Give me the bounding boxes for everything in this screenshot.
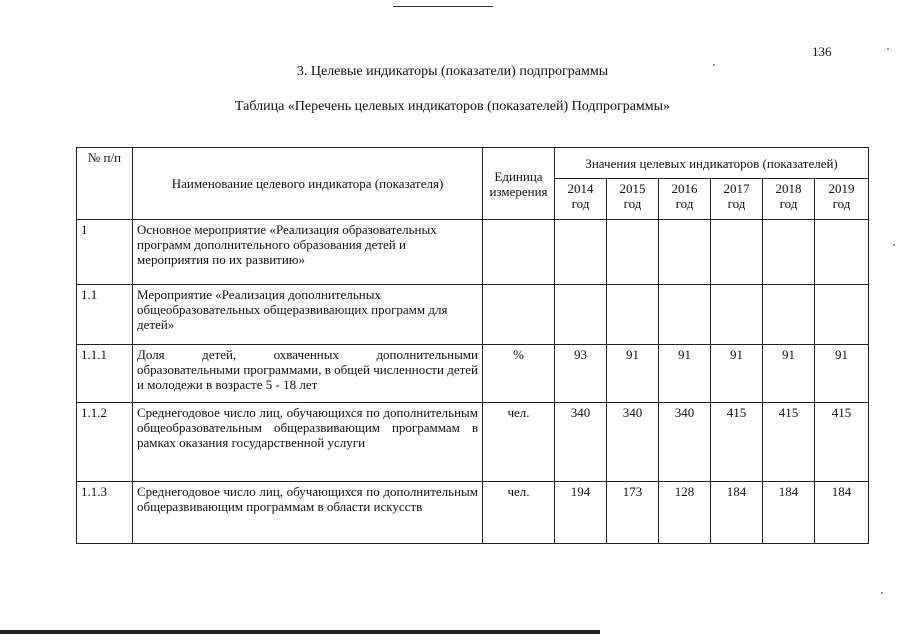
scan-speck [881,592,883,594]
header-indicator-name: Наименование целевого индикатора (показателя) [133,148,483,220]
value-cell [607,285,659,345]
table-row [77,403,869,482]
header-year: 2019 год [815,179,869,220]
row-number: 1.1 [77,285,133,345]
header-values-group: Значения целевых индикаторов (показателей) [555,148,869,179]
value-cell: 91 [815,345,869,403]
value-cell [659,220,711,285]
value-cell: 93 [555,345,607,403]
row-number: 1.1.1 [77,345,133,403]
unit-cell: % [483,345,555,403]
scan-speck [887,48,889,50]
value-cell: 340 [555,403,607,482]
value-cell [607,220,659,285]
value-cell [763,220,815,285]
value-cell [815,285,869,345]
value-cell [711,285,763,345]
table-title: Таблица «Перечень целевых индикаторов (показателей) Подпрограммы» [234,99,671,114]
value-cell [659,285,711,345]
page-number: 136 [812,44,832,59]
indicator-name: Мероприятие «Реализация дополнительных общеобразовательных общеразвивающих программ для детей» [133,285,483,345]
indicators-table [76,147,869,544]
value-cell [555,285,607,345]
value-cell: 91 [659,345,711,403]
scan-speck [893,244,895,246]
table-row [77,220,869,285]
indicator-name: Доля детей, охваченных дополнительными образовательными программами, в общей численности детей и молодежи в возрасте 5 - 18 лет [133,345,483,403]
header-year: 2016 год [659,179,711,220]
value-cell: 415 [815,403,869,482]
header-year: 2018 год [763,179,815,220]
table-row [77,285,869,345]
value-cell: 415 [763,403,815,482]
unit-cell [483,285,555,345]
table-row [77,482,869,544]
row-number: 1 [77,220,133,285]
top-scan-line [393,6,493,7]
value-cell: 194 [555,482,607,544]
value-cell: 91 [763,345,815,403]
value-cell: 415 [711,403,763,482]
row-number: 1.1.3 [77,482,133,544]
header-year: 2014 год [555,179,607,220]
value-cell: 184 [763,482,815,544]
value-cell: 184 [711,482,763,544]
indicator-name: Основное мероприятие «Реализация образовательных программ дополнительного образования детей и мероприятия по их развитию» [133,220,483,285]
value-cell: 340 [659,403,711,482]
indicator-name: Среднегодовое число лиц, обучающихся по дополнительным общеразвивающим программам в области искусств [133,482,483,544]
section-title: 3. Целевые индикаторы (показатели) подпрограммы [296,64,609,79]
value-cell: 91 [607,345,659,403]
header-number: № п/п [77,148,133,220]
unit-cell [483,220,555,285]
value-cell [815,220,869,285]
row-number: 1.1.2 [77,403,133,482]
table-row [77,345,869,403]
value-cell [711,220,763,285]
value-cell: 128 [659,482,711,544]
header-unit: Единица измерения [483,148,555,220]
value-cell: 91 [711,345,763,403]
header-year: 2015 год [607,179,659,220]
value-cell: 173 [607,482,659,544]
unit-cell: чел. [483,403,555,482]
value-cell: 184 [815,482,869,544]
value-cell [555,220,607,285]
bottom-scan-line [0,630,600,634]
value-cell: 340 [607,403,659,482]
unit-cell: чел. [483,482,555,544]
header-year: 2017 год [711,179,763,220]
indicator-name: Среднегодовое число лиц, обучающихся по дополнительным общеобразовательным общеразвивающим программам в рамках оказания государственной услуги [133,403,483,482]
value-cell [763,285,815,345]
